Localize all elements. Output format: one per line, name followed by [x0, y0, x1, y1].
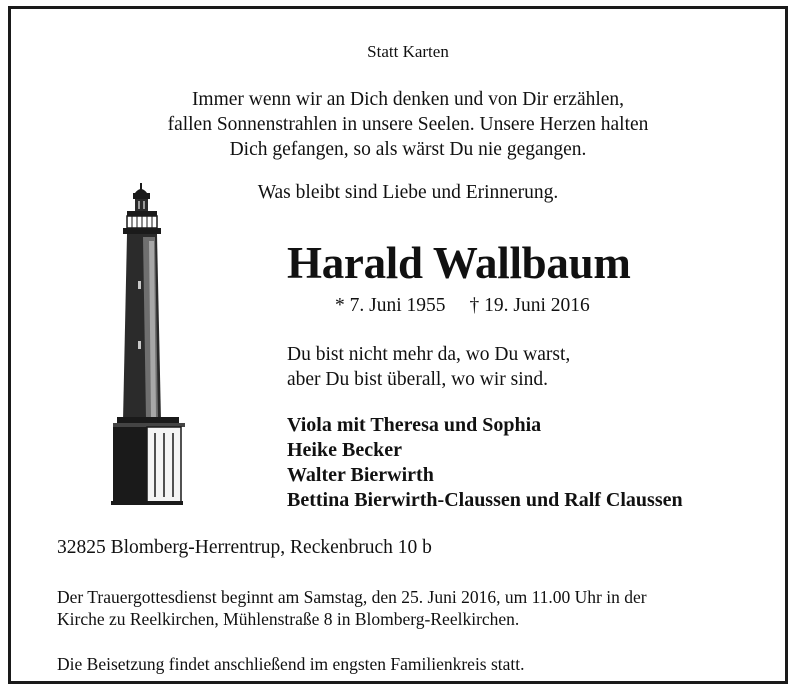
- mourners-list: [287, 413, 683, 513]
- lighthouse-icon: [105, 181, 201, 509]
- service-line: Der Trauergottesdienst beginnt am Samstag, den 25. Juni 2016, um 11.00 Uhr in der: [57, 587, 647, 607]
- service-info: [57, 586, 647, 630]
- mourner-name: Walter Bierwirth: [287, 464, 434, 486]
- closing-line: Was bleibt sind Liebe und Erinnerung.: [257, 182, 559, 203]
- mourner-name: Heike Becker: [287, 439, 402, 461]
- life-dates: [335, 295, 590, 317]
- poem-line: Immer wenn wir an Dich denken und von Dir erzählen,: [191, 89, 625, 110]
- service-line: Kirche zu Reelkirchen, Mühlenstraße 8 in Blomberg-Reelkirchen.: [57, 609, 520, 629]
- mourner-name: Viola mit Theresa und Sophia: [287, 414, 542, 436]
- address: 32825 Blomberg-Herrentrup, Reckenbruch 10 b: [57, 537, 432, 558]
- poem-line: fallen Sonnenstrahlen in unsere Seelen. Unsere Herzen halten: [167, 114, 649, 135]
- header-text: Statt Karten: [367, 42, 449, 61]
- obituary-card: [8, 6, 788, 684]
- verse: [287, 343, 570, 392]
- poem: [11, 87, 800, 162]
- poem-line: Dich gefangen, so als wärst Du nie gegangen.: [229, 139, 587, 160]
- mourner-name: Bettina Bierwirth-Claussen und Ralf Claussen: [287, 489, 683, 511]
- death-date: † 19. Juni 2016: [469, 295, 590, 316]
- deceased-name: Harald Wallbaum: [287, 238, 631, 288]
- birth-date: * 7. Juni 1955: [335, 295, 446, 316]
- burial-info: Die Beisetzung findet anschließend im engsten Familienkreis statt.: [57, 654, 525, 674]
- verse-line: Du bist nicht mehr da, wo Du warst,: [287, 344, 571, 365]
- verse-line: aber Du bist überall, wo wir sind.: [287, 368, 549, 390]
